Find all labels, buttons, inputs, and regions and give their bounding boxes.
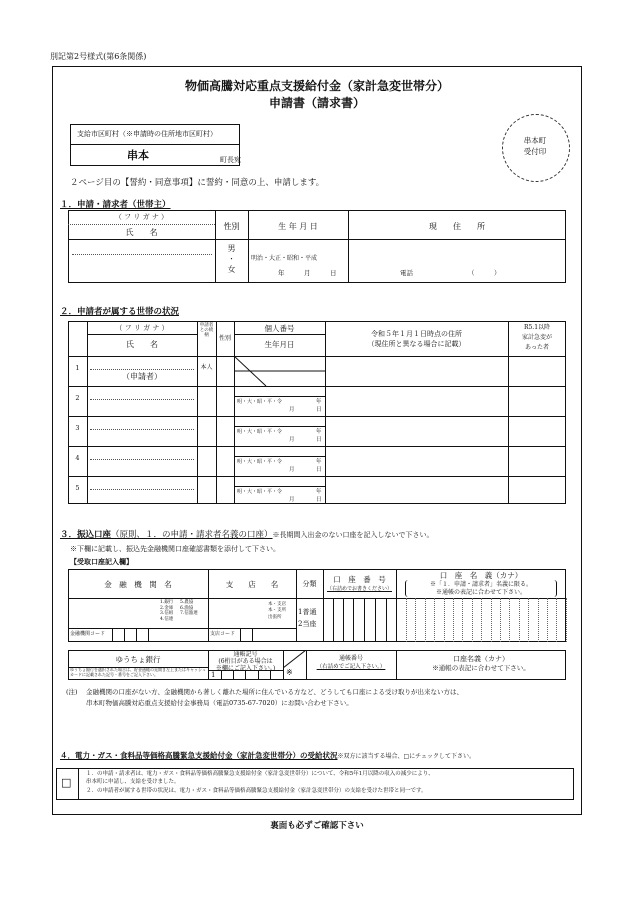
s2-self-label: 本人: [200, 364, 213, 371]
s2-applicant-label: （申請者）: [122, 372, 162, 381]
s3-bango-1: 通帳番号: [338, 655, 363, 662]
s2-row-number: 4: [75, 454, 80, 462]
section3-heading-note2: ※長期間入出金のない口座を記入しないで下さい。: [272, 531, 434, 539]
intro-text: ２ページ目の【誓約・同意事項】に誓約・同意の上、申請します。: [70, 178, 325, 188]
s1-furigana-label: （ フ リ ガ ナ ）: [114, 213, 169, 221]
section3-heading-line: [60, 530, 434, 540]
section4-heading-line: [60, 751, 475, 760]
s2-row-number: 1: [75, 364, 80, 372]
s2-row-number: 5: [75, 484, 80, 492]
s3-bango-2: （右詰めでご記入下さい。）: [316, 664, 386, 670]
s3-toza[interactable]: 2当座: [298, 620, 317, 628]
s3-bank-input[interactable]: [70, 600, 156, 628]
s2-mynumber-divider: [234, 396, 325, 397]
s2-dob-label: 生年月日: [264, 340, 295, 349]
s3-yucho-label: ゆうちょ銀行: [115, 655, 161, 664]
municipality-name[interactable]: 串本: [127, 149, 149, 162]
s4-line1b: 串本町に申請し、支給を受けました。: [86, 779, 180, 785]
s2-year: 年: [316, 429, 322, 435]
s2-kyuhen-input[interactable]: [509, 447, 565, 475]
section3-heading: ３．振込口座: [60, 530, 112, 540]
s2-kyuhen-input[interactable]: [509, 417, 565, 445]
s2-mynumber-divider: [234, 426, 325, 427]
s2-kyuhen-1: R5.1以降: [523, 324, 551, 331]
s2-relation-label: 申請者との続柄: [199, 323, 214, 339]
s1-name-input[interactable]: [72, 258, 212, 280]
s2-month: 月: [289, 407, 295, 413]
s3-holder-note2: ※通帳の表記に合わせて下さい。: [435, 589, 526, 596]
section3-heading-note: （原則、１．の申請・請求者名義の口座）: [111, 530, 273, 540]
form-reference: 別記第2号様式(第6条関係): [50, 52, 147, 61]
municipality-suffix: 町長宛: [220, 156, 241, 164]
s1-male[interactable]: 男: [227, 244, 236, 253]
s2-year: 年: [316, 489, 322, 495]
s1-dob-label: 生 年 月 日: [278, 222, 318, 231]
section4-heading: ４．電力・ガス・食料品等価格高騰緊急支援給付金（家計急変世帯分）の受給状況: [60, 751, 338, 760]
s2-mynumber-divider: [234, 486, 325, 487]
section2-heading: ２．申請者が属する世帯の状況: [60, 307, 180, 317]
s3-branch-types[interactable]: 本・支店 本・支所 出張所: [268, 602, 286, 620]
s3-futsu[interactable]: 1普通: [298, 608, 317, 616]
s2-address-input[interactable]: [326, 417, 507, 445]
s2-month: 月: [289, 467, 295, 473]
s2-name-input[interactable]: [88, 387, 196, 415]
s2-name-input[interactable]: [88, 447, 196, 475]
s3-holder-note1: ※「１．申請・請求者」名義に限る。: [429, 581, 532, 588]
s3-type-label: 分類: [302, 580, 317, 588]
s2-address-input[interactable]: [326, 447, 507, 475]
s3-bank-types-b[interactable]: 5.農協 6.漁協 7.信漁連: [180, 600, 198, 617]
s2-address-head2: （現住所と異なる場合に記載）: [367, 340, 466, 348]
s3-note-label: (注): [66, 688, 78, 696]
s2-name-input[interactable]: [88, 477, 196, 505]
section1-heading: １．申請・請求者（世帯主）: [60, 200, 171, 210]
form-title: 物価高騰対応重点支援給付金（家計急変世帯分）: [184, 79, 449, 93]
s3-yucho-holder-2: ※通帳の表記に合わせて下さい。: [432, 664, 530, 672]
s3-kigo-2: (6桁目がある場合は: [218, 658, 273, 665]
s2-kyuhen-input[interactable]: [509, 357, 565, 385]
s2-address-input[interactable]: [326, 357, 507, 385]
s4-line1: １．の申請・請求者は、電力・ガス・食料品等価格高騰緊急支援給付金（家計急変世帯分）について、令和5年1月以降の収入の減少により、: [86, 771, 434, 777]
s3-yucho-holder-1: 口座名義（カナ）: [453, 655, 509, 663]
s3-branch-code-label: 支店コード: [210, 631, 236, 637]
s2-kyuhen-input[interactable]: [509, 387, 565, 415]
s2-era[interactable]: 明・大・昭・平・令: [237, 399, 283, 405]
s1-female[interactable]: 女: [227, 265, 236, 274]
s1-sex-dot: ・: [228, 255, 235, 263]
s2-sex-label: 性別: [218, 335, 231, 342]
s1-name-label: 氏 名: [125, 228, 158, 237]
s2-year: 年: [316, 459, 322, 465]
s2-day: 日: [316, 497, 322, 503]
s2-day: 日: [316, 467, 322, 473]
s2-row1-diagonal: [234, 356, 325, 386]
s1-eras[interactable]: 明治・大正・昭和・平成: [251, 255, 318, 262]
s2-month: 月: [289, 497, 295, 503]
s3-instructions: ※下欄に記載し、振込先金融機関口座確認書類を添付して下さい。: [70, 545, 280, 553]
s4-checkbox[interactable]: □: [61, 776, 72, 789]
s2-era[interactable]: 明・大・昭・平・令: [237, 489, 283, 495]
s1-furigana-input[interactable]: [72, 242, 212, 252]
s3-yucho-note: ゆうちょ銀行を選択された場合は、貯金通帳の見開き左上またはキャッシュカードに記載された記号・番号をご記入下さい。: [70, 667, 206, 677]
s2-address-input[interactable]: [326, 387, 507, 415]
s2-row-number: 2: [75, 394, 80, 402]
s1-tel-label: 電話: [400, 269, 413, 277]
s2-day: 日: [316, 437, 322, 443]
s2-name-label: 氏 名: [126, 340, 158, 349]
s2-era[interactable]: 明・大・昭・平・令: [237, 429, 283, 435]
s3-kigo-mark: ※: [286, 668, 293, 677]
s2-address-head1: 令和５年１月１日時点の住所: [371, 330, 462, 338]
s3-branch-label: 支 店 名: [225, 580, 279, 589]
s2-mynumber-divider: [234, 456, 325, 457]
s1-tel-input[interactable]: （ ）: [468, 269, 501, 277]
stamp-line2: 受付印: [523, 147, 547, 156]
s1-sex-label: 性別: [223, 222, 240, 231]
s3-acctno-label: 口 座 番 号: [333, 575, 386, 584]
s2-month: 月: [289, 437, 295, 443]
s4-line2: ２．の申請者が属する世帯の状況は、電力・ガス・食料品等価格高騰緊急支援給付金（家計急変世帯分）の支給を受けた世帯と同一です。: [86, 788, 427, 794]
s3-acctno-note: （右詰めでお書きください）: [326, 586, 392, 592]
section4-heading-note: ※双方に該当する場合、□にチェックして下さい。: [337, 753, 475, 760]
s2-mynumber-label: 個人番号: [264, 324, 295, 333]
s3-bank-code-label: 金融機関コード: [70, 631, 106, 637]
s2-year: 年: [316, 399, 322, 405]
stamp-line1: 串本町: [523, 136, 547, 145]
s3-bank-label: 金 融 機 関 名: [104, 580, 172, 589]
holder-cell-divider: [566, 598, 567, 642]
s2-address-input[interactable]: [326, 477, 507, 505]
s1-ymd[interactable]: 年 月 日: [278, 269, 337, 277]
s3-receipt-label: 【受取口座記入欄】: [70, 557, 133, 566]
s3-note-2: 串本町物価高騰対応重点支援給付金事務局（電話0735-67-7020）にお問い合わせ下さい。: [86, 699, 353, 707]
s2-kyuhen-input[interactable]: [509, 477, 565, 505]
s3-kigo-3: ※欄にご記入下さい。): [215, 665, 276, 672]
s2-row-number: 3: [75, 424, 80, 432]
s2-kyuhen-3: あった者: [525, 344, 549, 351]
s2-day: 日: [316, 407, 322, 413]
s3-bank-types-a[interactable]: 1.銀行 2.金庫 3.信組 4.信連: [160, 600, 174, 622]
s3-kigo-first-digit: 1: [211, 671, 216, 679]
municipality-label: 支給市区町村（※申請時の住所地市区町村）: [77, 130, 217, 138]
s2-kyuhen-2: 家計急変が: [521, 334, 552, 341]
s2-era[interactable]: 明・大・昭・平・令: [237, 459, 283, 465]
s2-furigana-label: （ フ リ ガ ナ ）: [115, 324, 169, 332]
footer-note: 裏面も必ずご確認下さい: [270, 821, 364, 831]
s3-kigo-1: 通帳記号: [233, 651, 258, 658]
s3-note-1: 金融機関の口座がない方、金融機関から著しく離れた場所に住んでいる方など、どうしても口座による受け取りが出来ない方は、: [86, 688, 463, 696]
form-subtitle: 申請書（請求書）: [268, 96, 365, 110]
s3-holder-label: 口 座 名 義（カナ）: [439, 571, 523, 580]
s3-kigo-diagonal: [283, 650, 306, 668]
s1-address-label: 現 住 所: [429, 222, 485, 231]
s3-holder-input[interactable]: [397, 599, 565, 641]
s2-name-input[interactable]: [88, 417, 196, 445]
